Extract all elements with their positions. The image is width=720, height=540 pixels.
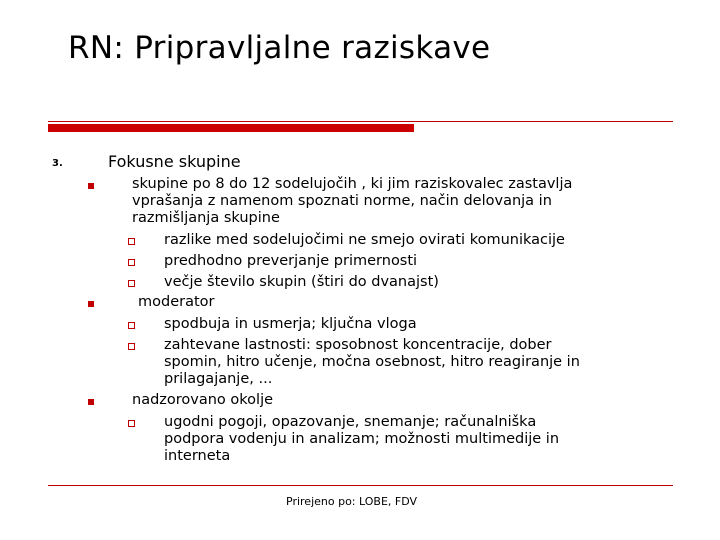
bullet-text: vprašanja z namenom spoznati norme, način delovanja in (132, 193, 552, 209)
sub-bullet-text: večje število skupin (štiri do dvanajst) (164, 274, 439, 290)
sub-bullet-text: spomin, hitro učenje, močna osebnost, hitro reagiranje in (164, 354, 580, 370)
sub-bullet-text: predhodno preverjanje primernosti (164, 253, 418, 269)
sub-bullet-text: razlike med sodelujočimi ne smejo ovirati komunikacije (164, 232, 565, 248)
item-number: 3. (52, 158, 63, 169)
footer-divider-line (48, 485, 673, 486)
bullet-text: skupine po 8 do 12 sodelujočih , ki jim raziskovalec zastavlja (132, 176, 573, 192)
bullet-text: nadzorovano okolje (132, 392, 274, 408)
hollow-square-bullet-icon (128, 280, 135, 287)
square-bullet-icon (88, 399, 94, 405)
hollow-square-bullet-icon (128, 259, 135, 266)
sub-bullet-text: ugodni pogoji, opazovanje, snemanje; računalniška (164, 414, 537, 430)
sub-bullet-text: zahtevane lastnosti: sposobnost koncentracije, dober (164, 337, 552, 353)
sub-bullet-text: prilagajanje, ... (164, 371, 273, 387)
bullet-text: razmišljanja skupine (132, 210, 280, 226)
hollow-square-bullet-icon (128, 343, 135, 350)
footer-source: Prirejeno po: LOBE, FDV (286, 495, 418, 508)
title-accent-bar (48, 124, 414, 132)
bullet-text: moderator (138, 294, 215, 310)
section-heading: Fokusne skupine (108, 152, 241, 171)
title-divider-line (48, 121, 673, 122)
sub-bullet-text: podpora vodenju in analizam; možnosti multimedije in (164, 431, 560, 447)
slide-title: RN: Pripravljalne raziskave (68, 30, 491, 66)
hollow-square-bullet-icon (128, 322, 135, 329)
square-bullet-icon (88, 183, 94, 189)
sub-bullet-text: interneta (164, 448, 231, 464)
hollow-square-bullet-icon (128, 238, 135, 245)
sub-bullet-text: spodbuja in usmerja; ključna vloga (164, 316, 417, 332)
hollow-square-bullet-icon (128, 420, 135, 427)
square-bullet-icon (88, 301, 94, 307)
